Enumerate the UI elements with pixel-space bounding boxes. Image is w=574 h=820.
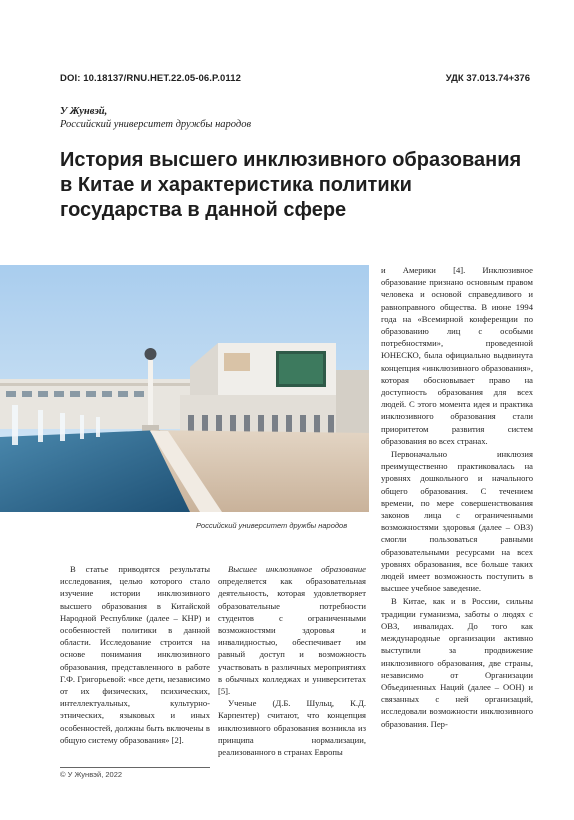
doi-label[interactable]: DOI: 10.18137/RNU.HET.22.05-06.P.0112 <box>60 73 241 84</box>
defined-term: Высшее инклюзивное образование <box>228 564 366 574</box>
author-name: У Жунвэй, <box>60 106 108 117</box>
paragraph: Ученые (Д.Б. Шульц, К.Д. Карпентер) считают, что концепция инклюзивного образования возникла из принципа нормализации, реализованного в странах Европы <box>218 698 366 758</box>
footnote-rule <box>60 767 210 768</box>
udk-label: УДК 37.013.74+376 <box>445 73 530 84</box>
text-column-2 <box>218 563 366 758</box>
paragraph <box>218 563 366 697</box>
figure-caption: Российский университет дружбы народов <box>196 521 348 530</box>
text-column-1 <box>60 563 210 746</box>
paragraph: В Китае, как и в России, сильны традиции гуманизма, заботы о людях с ОВЗ, инвалидах. До того как международные организации активно выступили за продвижение инклюзивного образования, две страны, независимо от Организации Объединенных Наций (далее – ООН) и связанных с ней организаций, исследовали возможности инклюзивного образования. Пер- <box>381 596 533 729</box>
author-block <box>60 105 251 131</box>
author-affiliation: Российский университет дружбы народов <box>60 119 252 130</box>
article-title: История высшего инклюзивного образования в Китае и характеристика политики государства в данной сфере <box>60 149 522 221</box>
paragraph: и Америки [4]. Инклюзивное образование признано основным правом человека и основой справедливого и равноправного общества. В июне 1994 года на «Всемирной конференции по образованию лиц с особыми потребностями», проведенной ЮНЕСКО, была официально выдвинута концепция «инклюзивного образования», которая обосновывает право на доступность образования для всех людей. С этого момента идея и практика инклюзивного образования стали приоритетом развития систем образования во всех странах. <box>381 265 533 446</box>
paragraph: Первоначально инклюзия преимущественно практиковалась на уровнях дошкольного и начального общего образования. С течением времени, по мере совершенствования законов лица с ограниченными возможностями здоровья (далее – ОВЗ) смогли пользоваться равными образовательными ресурсами на всех уровнях образования, все больше таких людей имеет возможность поступить в высшее учебное заведение. <box>381 449 533 594</box>
university-photo <box>0 265 369 512</box>
paragraph: В статье приводятся результаты исследования, целью которого стало изучение истории инклюзивного высшего образования в Китайской Народной Республике (далее – КНР) и особенностей политики в данной области. Исследование строится на основе понимания инклюзивного образования, представленного в работе Г.Ф. Григорьевой: «все дети, независимо от их физических, психических, интеллектуальных, культурно-этнических, языковых и иных особенностей, должны быть включены в общую систему образования» [2]. <box>60 564 210 745</box>
text-column-3 <box>381 264 533 730</box>
copyright-label: © У Жунвэй, 2022 <box>60 770 123 779</box>
paragraph-text: определяется как образовательная деятельность, которая удовлетворяет образовательные потребности студентов с ограниченными возможностями здоровья и инвалидностью, обеспечивает им равный доступ и возможность участвовать в различных мероприятиях в обычных колледжах и университетах [5]. <box>218 576 366 697</box>
